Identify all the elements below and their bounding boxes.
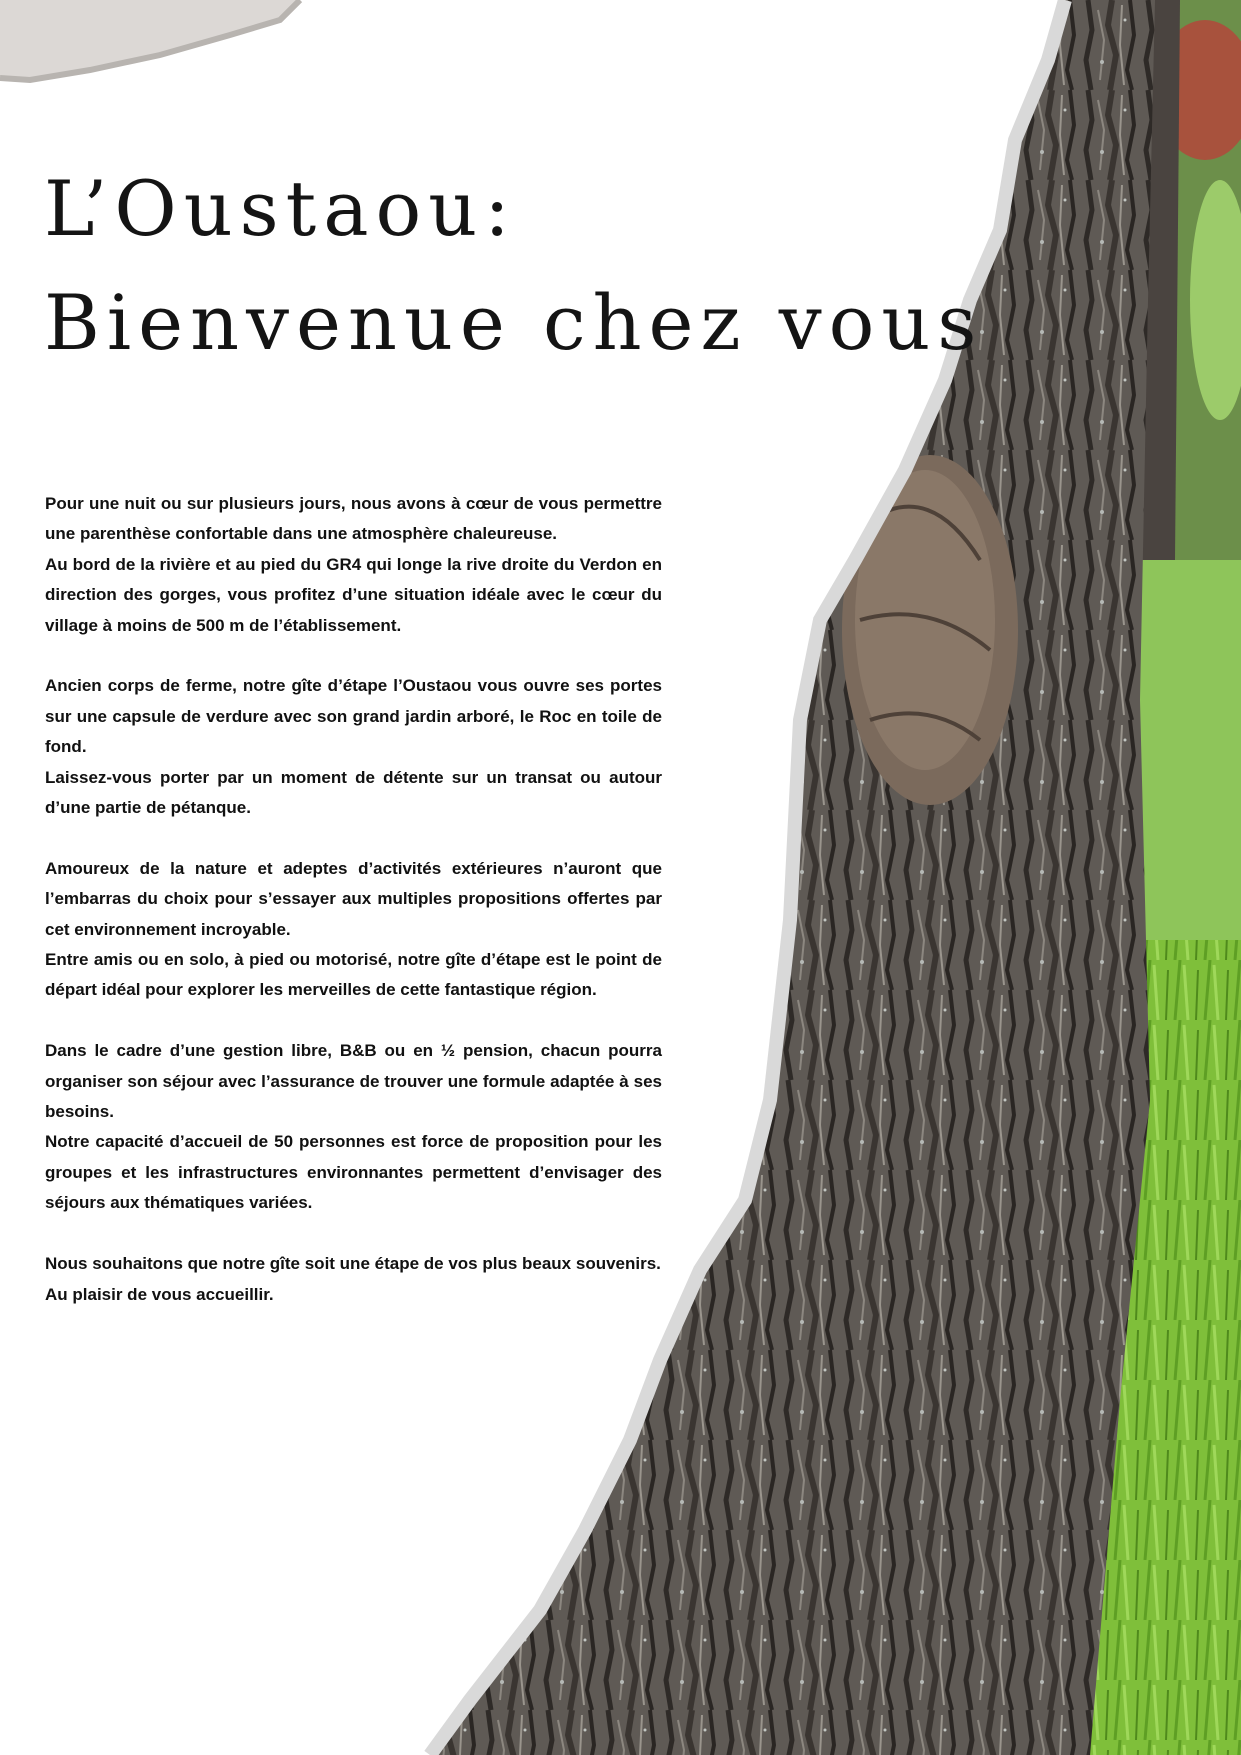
body-text <box>45 489 662 1310</box>
paragraph <box>45 489 662 641</box>
title-line-2: Bienvenue chez vous <box>44 278 984 367</box>
paragraph <box>45 1249 662 1310</box>
paragraph-sentence: Au plaisir de vous accueillir. <box>45 1284 274 1304</box>
paragraph-sentence: Dans le cadre d’une gestion libre, B&B ou en ½ pension, chacun pourra organiser son séjour avec l’assurance de trouver une formule adaptée à ses besoins. <box>45 1041 662 1122</box>
paragraph-sentence: Nous souhaitons que notre gîte soit une étape de vos plus beaux souvenirs. <box>45 1254 661 1274</box>
paragraph-sentence: Au bord de la rivière et au pied du GR4 qui longe la rive droite du Verdon en direction des gorges, vous profitez d’une situation idéale avec le cœur du village à moins de 500 m de l’établissement. <box>45 554 662 635</box>
paragraph-sentence: Amoureux de la nature et adeptes d’activités extérieures n’auront que l’embarras du choix pour s’essayer aux multiples propositions offertes par cet environnement incroyable. <box>45 858 662 939</box>
paragraph-sentence: Entre amis ou en solo, à pied ou motorisé, notre gîte d’étape est le point de départ idéal pour explorer les merveilles de cette fantastique région. <box>45 950 662 1000</box>
paragraph-sentence: Notre capacité d’accueil de 50 personnes est force de proposition pour les groupes et les infrastructures environnantes permettent d’envisager des séjours aux thématiques variées. <box>45 1132 662 1213</box>
paragraph <box>45 1036 662 1218</box>
paragraph <box>45 854 662 1006</box>
paragraph-sentence: Pour une nuit ou sur plusieurs jours, nous avons à cœur de vous permettre une parenthèse confortable dans une atmosphère chaleureuse. <box>45 494 662 544</box>
paragraph-sentence: Laissez-vous porter par un moment de détente sur un transat ou autour d’une partie de pétanque. <box>45 767 662 818</box>
paragraph-sentence: Ancien corps de ferme, notre gîte d’étape l’Oustaou vous ouvre ses portes sur une capsule de verdure avec son grand jardin arboré, le Roc en toile de fond. <box>45 676 662 757</box>
page-title <box>44 152 983 380</box>
paragraph <box>45 671 662 823</box>
title-line-1: L’Oustaou: <box>44 164 517 253</box>
